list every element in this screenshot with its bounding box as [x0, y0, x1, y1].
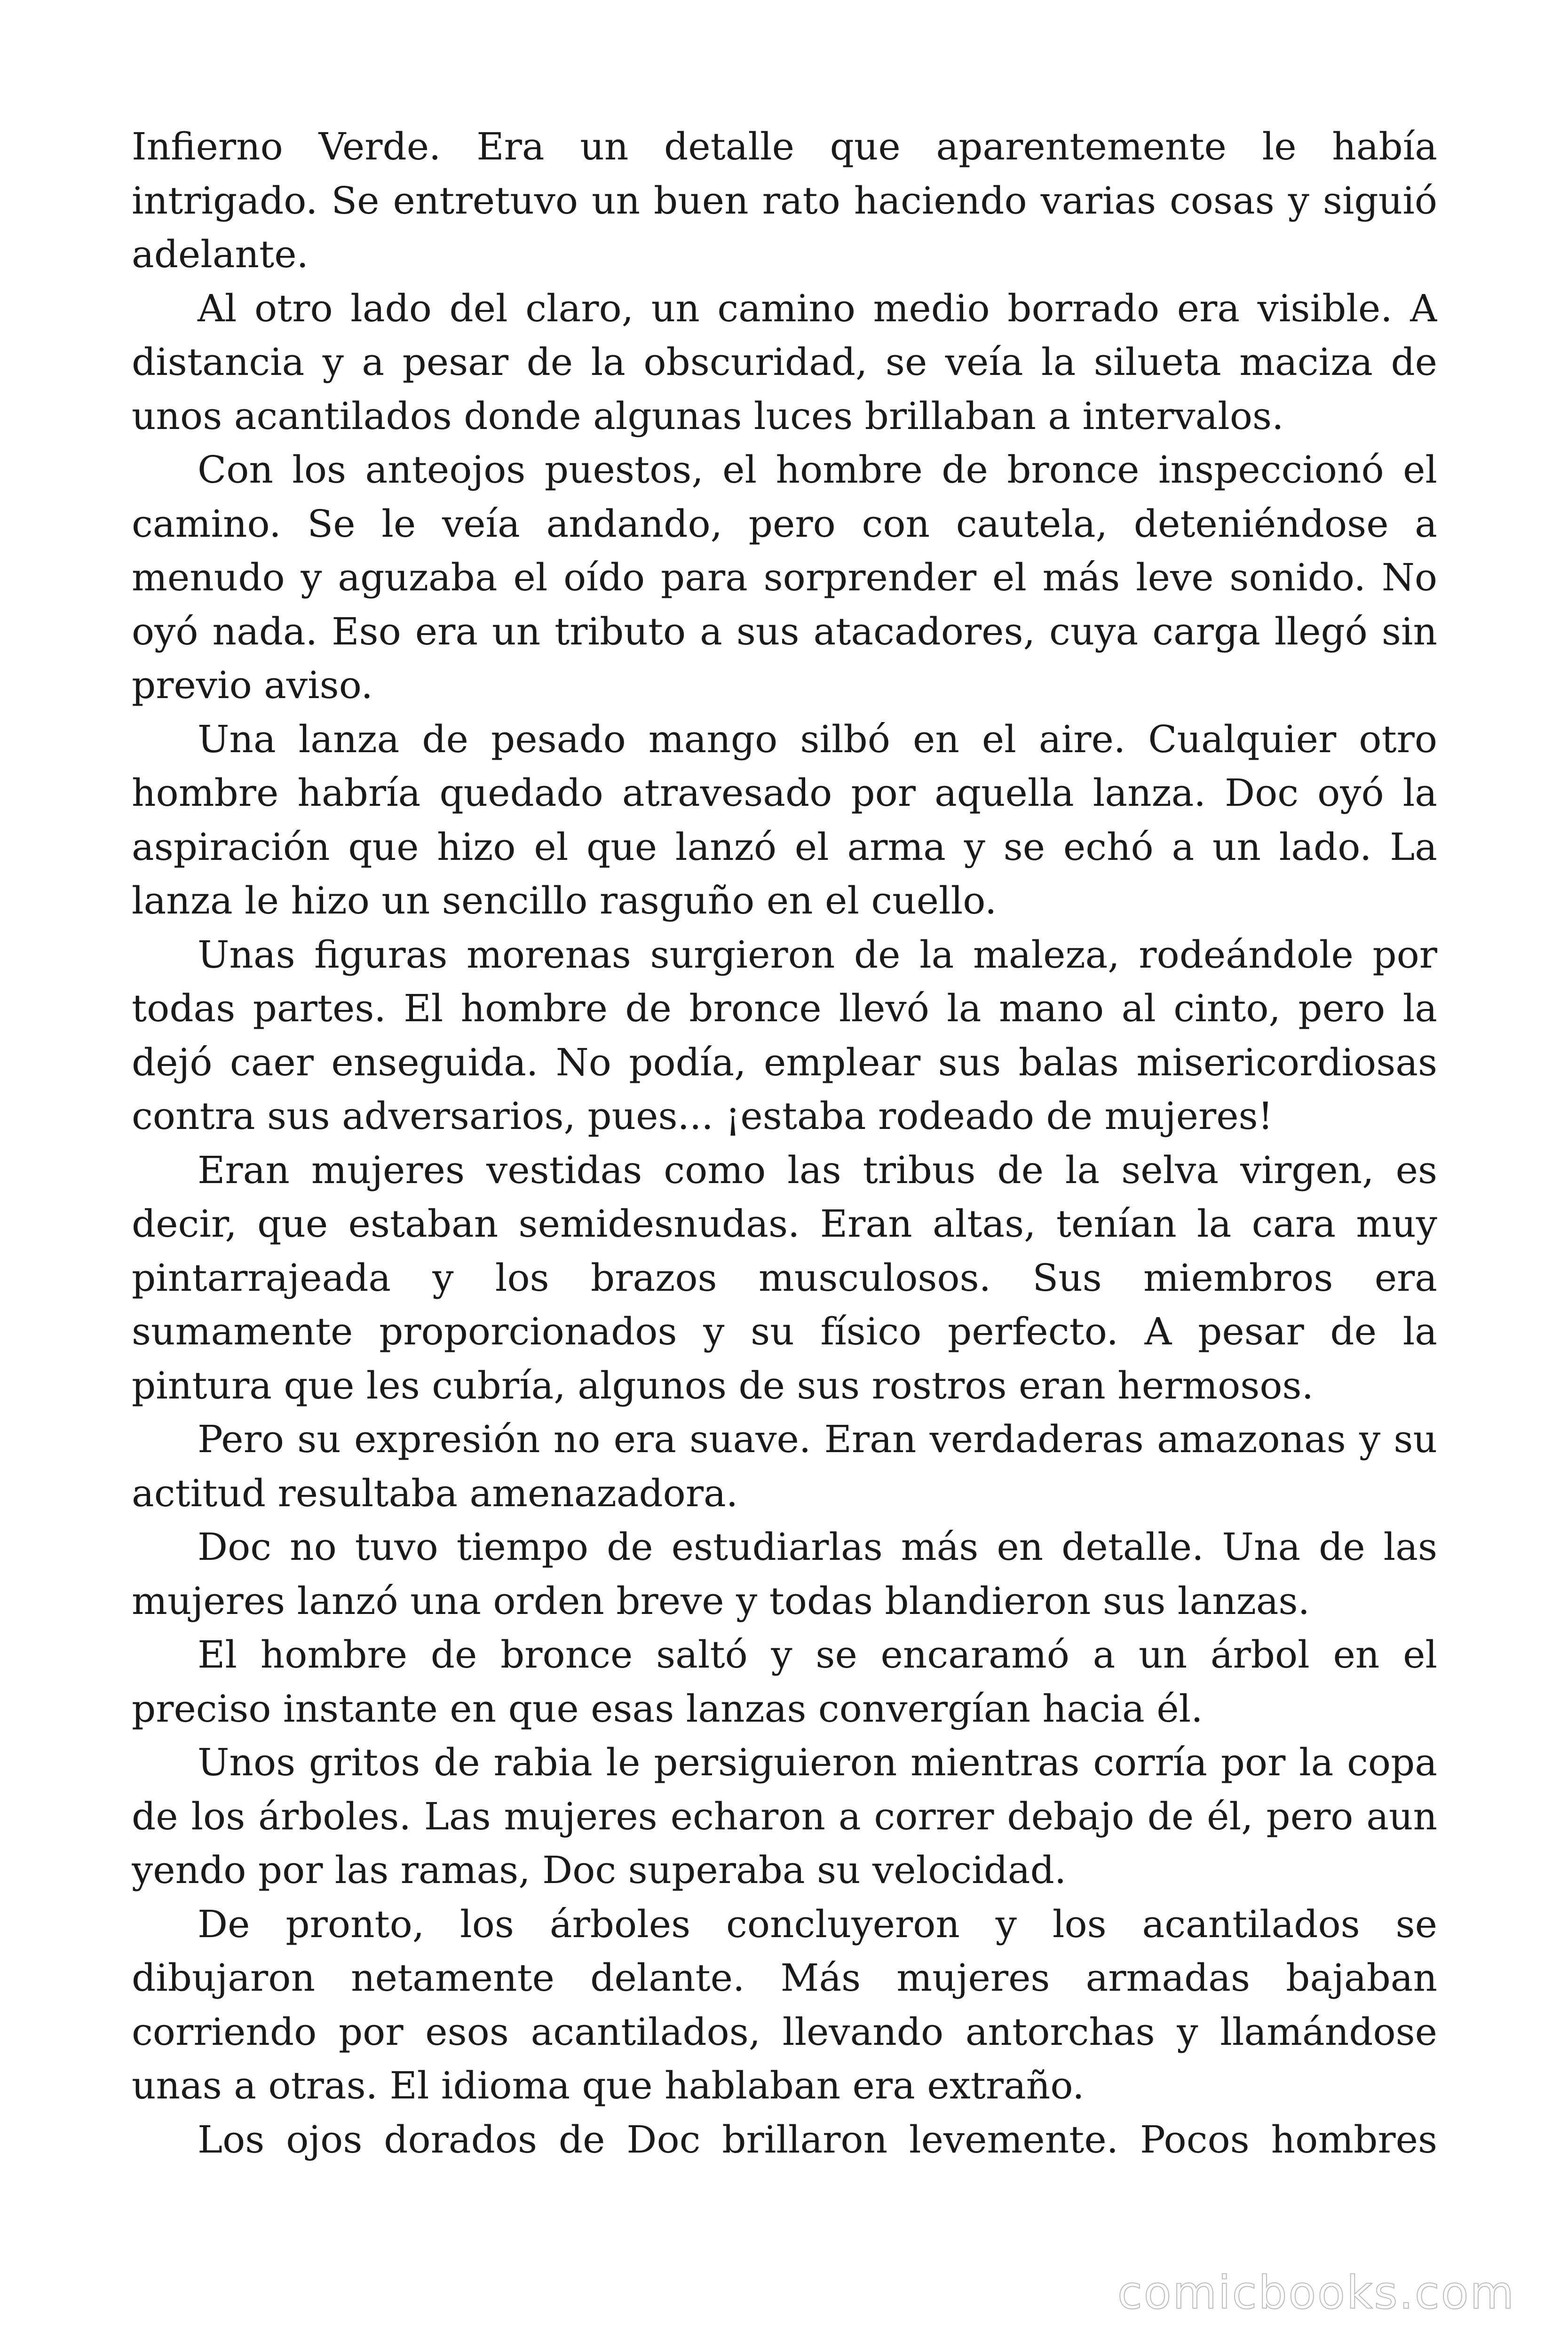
paragraph-12: Los ojos dorados de Doc brillaron levemente. Pocos hombres — [198, 2117, 1437, 2161]
paragraph-8: Doc no tuvo tiempo de estudiarlas más en detalle. Una de las mujeres lanzó una orden breve y todas blandieron sus lanzas. — [132, 1525, 1437, 1623]
paragraph-6: Eran mujeres vestidas como las tribus de la selva virgen, es decir, que estaban semidesnudas. Eran altas, tenían la cara muy pintarrajeada y los brazos musculosos. Sus miembros era sumamente proporcionados y su físico perfecto. A pesar de la pintura que les cubría, algunos de sus rostros eran hermosos. — [132, 1148, 1437, 1407]
paragraph-10: Unos gritos de rabia le persiguieron mientras corría por la copa de los árboles. Las mujeres echaron a correr debajo de él, pero aun yendo por las ramas, Doc superaba su velocidad. — [132, 1740, 1437, 1892]
page-text — [132, 120, 1437, 2167]
paragraph-3: Con los anteojos puestos, el hombre de bronce inspeccionó el camino. Se le veía andando, pero con cautela, deteniéndose a menudo y aguzaba el oído para sorprender el más leve sonido. No oyó nada. Eso era un tributo a sus atacadores, cuya carga llegó sin previo aviso. — [132, 448, 1437, 707]
paragraph-11: De pronto, los árboles concluyeron y los acantilados se dibujaron netamente delante. Más mujeres armadas bajaban corriendo por esos acantilados, llevando antorchas y llamándose unas a otras. El idioma que hablaban era extraño. — [132, 1902, 1437, 2107]
paragraph-7: Pero su expresión no era suave. Eran verdaderas amazonas y su actitud resultaba amenazadora. — [132, 1417, 1437, 1515]
paragraph-4: Una lanza de pesado mango silbó en el aire. Cualquier otro hombre habría quedado atravesado por aquella lanza. Doc oyó la aspiración que hizo el que lanzó el arma y se echó a un lado. La lanza le hizo un sencillo rasguño en el cuello. — [132, 717, 1437, 922]
paragraph-2: Al otro lado del claro, un camino medio borrado era visible. A distancia y a pesar de la obscuridad, se veía la silueta maciza de unos acantilados donde algunas luces brillaban a intervalos. — [132, 286, 1437, 438]
paragraph-1: Infierno Verde. Era un detalle que aparentemente le había intrigado. Se entretuvo un buen rato haciendo varias cosas y siguió adelante. — [132, 125, 1437, 276]
watermark-logo: comicbooks.com — [1117, 2266, 1515, 2319]
book-page — [132, 120, 1437, 2265]
paragraph-9: El hombre de bronce saltó y se encaramó a un árbol en el preciso instante en que esas lanzas convergían hacia él. — [132, 1633, 1437, 1731]
paragraph-5: Unas figuras morenas surgieron de la maleza, rodeándole por todas partes. El hombre de bronce llevó la mano al cinto, pero la dejó caer enseguida. No podía, emplear sus balas misericordiosas contra sus adversarios, pues... ¡estaba rodeado de mujeres! — [132, 932, 1437, 1138]
